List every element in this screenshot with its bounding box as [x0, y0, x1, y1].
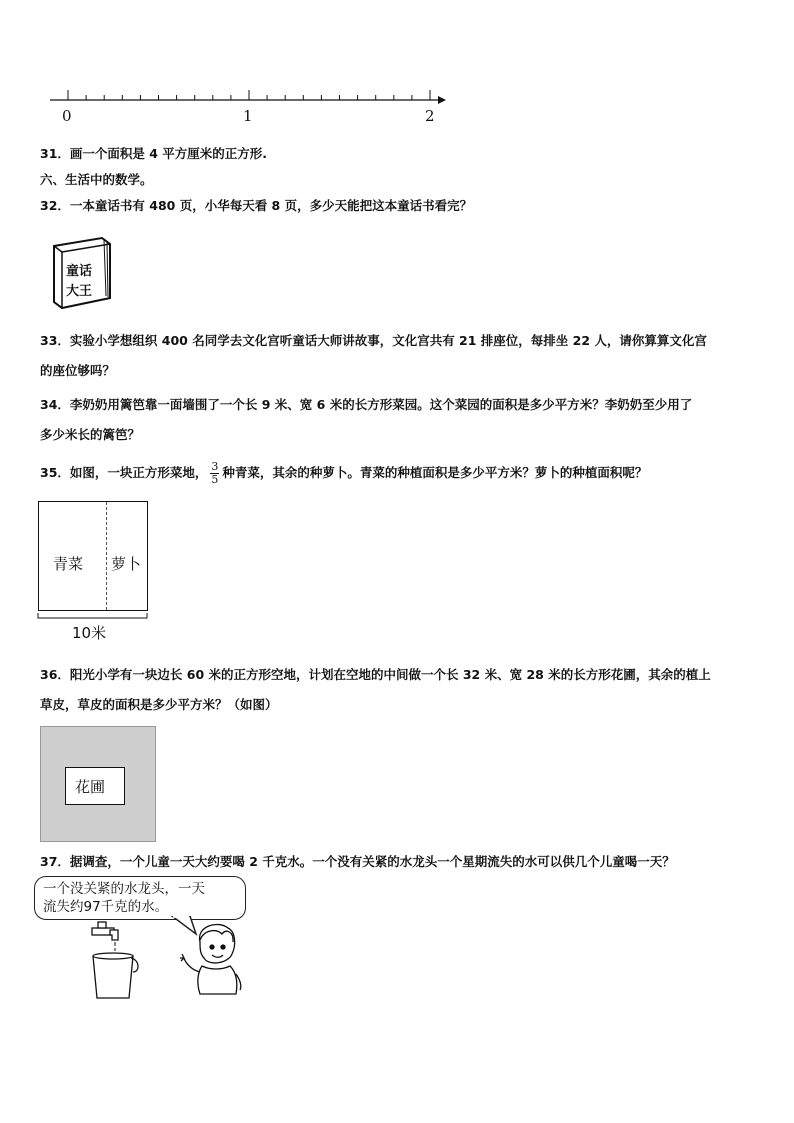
vegetable-field-figure: [38, 501, 148, 611]
flowerbed-rect: [65, 767, 125, 805]
question-35-prefix: 35．如图，一块正方形菜地，: [40, 465, 208, 480]
section-6-heading: 六、生活中的数学。: [40, 172, 153, 187]
boy-icon: [180, 924, 241, 994]
number-line-label-1: 1: [243, 107, 253, 125]
faucet-icon: [92, 922, 118, 951]
question-35-suffix: 种青菜，其余的种萝卜。青菜的种植面积是多少平方米？萝卜的种植面积呢？: [222, 465, 648, 480]
question-32: 32．一本童话书有 480 页，小华每天看 8 页，多少天能把这本童话书看完？: [40, 198, 473, 213]
question-34-line1: 34．李奶奶用篱笆靠一面墙围了一个长 9 米、宽 6 米的长方形菜园。这个菜园的面积是多少平方米？李奶奶至少用了: [40, 397, 693, 412]
flowerbed-label: 花圃: [75, 778, 106, 796]
question-33-line1: 33．实验小学想组织 400 名同学去文化宫听童话大师讲故事，文化宫共有 21 排座位，每排坐 22 人，请你算算文化宫: [40, 333, 707, 348]
bucket-icon: [93, 953, 138, 998]
faucet-bucket-illustration: [84, 920, 144, 1002]
lawn-square-figure: [40, 726, 156, 842]
question-31: 31．画一个面积是 4 平方厘米的正方形.: [40, 146, 268, 161]
book-title-line2: 大王: [66, 284, 93, 299]
label-luobo: 萝卜: [111, 555, 142, 573]
number-line-label-2: 2: [425, 107, 435, 125]
dimension-bracket: [37, 612, 149, 622]
bubble-line1: 一个没关紧的水龙头，一天: [43, 881, 205, 897]
boy-illustration: [178, 920, 248, 1002]
book-illustration: [44, 236, 114, 312]
question-37: 37．据调查，一个儿童一天大约要喝 2 千克水。一个没有关紧的水龙头一个星期流失的水可以供几个儿童喝一天？: [40, 854, 675, 869]
number-line-label-0: 0: [62, 107, 72, 125]
question-33-line2: 的座位够吗？: [40, 363, 116, 378]
dimension-label: 10米: [72, 624, 107, 642]
speech-bubble: [34, 876, 246, 920]
question-36-line1: 36．阳光小学有一块边长 60 米的正方形空地，计划在空地的中间做一个长 32 米、宽 28 米的长方形花圃，其余的植上: [40, 667, 711, 682]
question-34-line2: 多少米长的篱笆？: [40, 427, 141, 442]
question-36-line2: 草皮，草皮的面积是多少平方米？（如图）: [40, 697, 278, 712]
label-qingcai: 青菜: [53, 555, 84, 573]
bubble-line2: 流失约97千克的水。: [43, 899, 169, 915]
question-35: [40, 456, 647, 490]
fraction-three-fifths: $\frac{3}{5}$: [211, 460, 219, 486]
field-divider: [106, 502, 107, 610]
book-title-line1: 童话: [66, 264, 93, 279]
